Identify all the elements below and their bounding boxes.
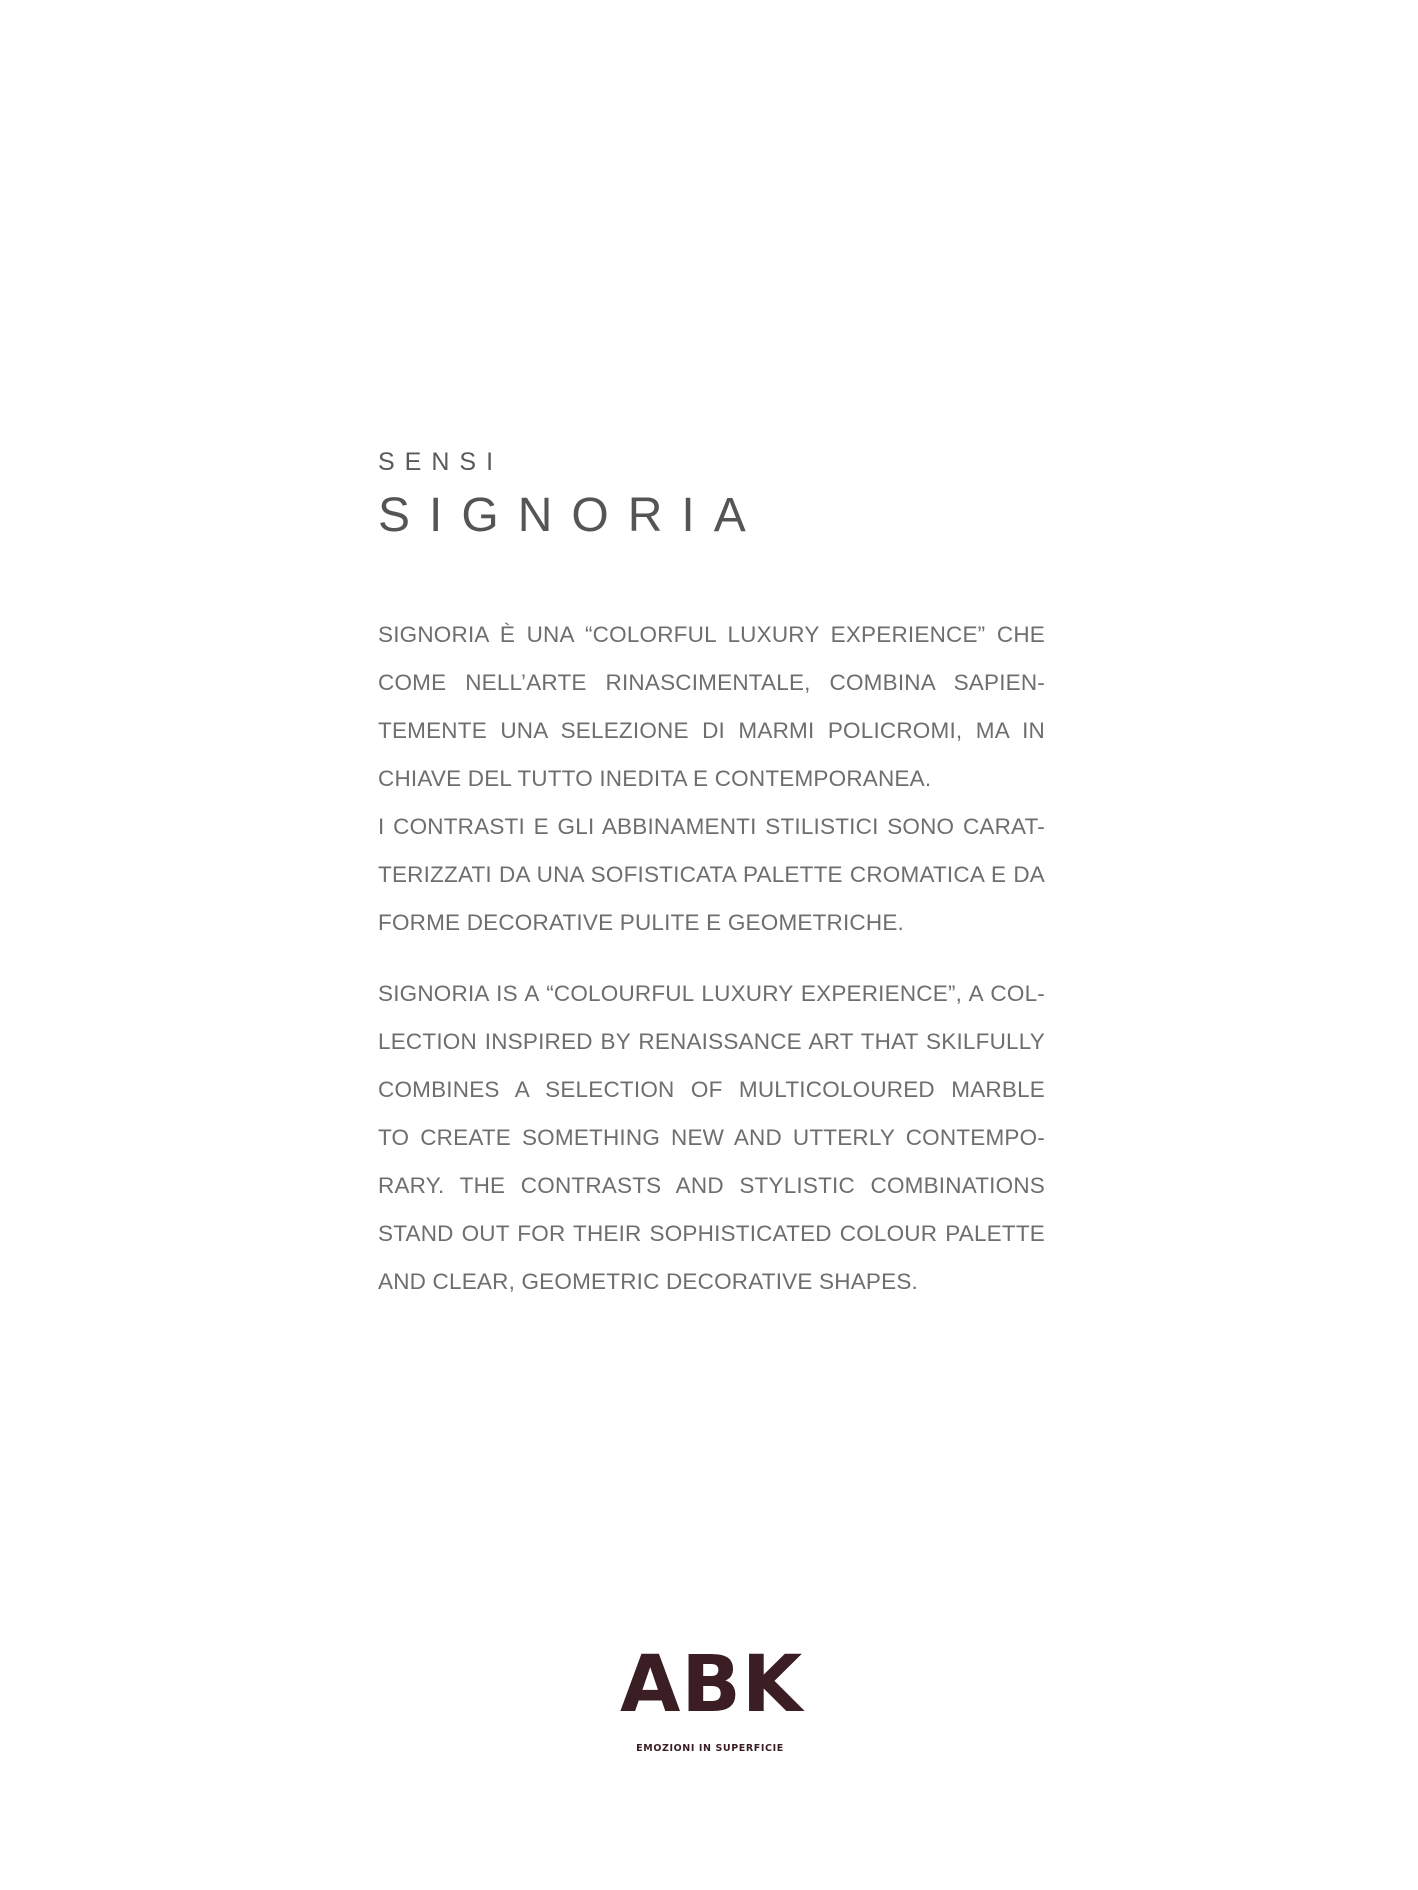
text-line: FORME DECORATIVE PULITE E GEOMETRICHE.	[378, 910, 904, 935]
text-line: COMBINES A SELECTION OF MULTICOLOURED MARBLE	[378, 1077, 1045, 1102]
text-line: STAND OUT FOR THEIR SOPHISTICATED COLOUR PALETTE	[378, 1221, 1045, 1246]
description-italian	[378, 611, 1045, 947]
series-label: SENSI	[378, 448, 504, 476]
text-line: LECTION INSPIRED BY RENAISSANCE ART THAT SKILFULLY	[378, 1029, 1045, 1054]
description-english	[378, 970, 1045, 1306]
text-line: TERIZZATI DA UNA SOFISTICATA PALETTE CROMATICA E DA	[378, 862, 1045, 887]
logo-tagline: EMOZIONI IN SUPERFICIE	[636, 1743, 784, 1754]
collection-title: SIGNORIA	[378, 489, 765, 542]
text-line: I CONTRASTI E GLI ABBINAMENTI STILISTICI SONO CARAT-	[378, 814, 1045, 839]
text-line: TEMENTE UNA SELEZIONE DI MARMI POLICROMI, MA IN	[378, 718, 1045, 743]
text-line: RARY. THE CONTRASTS AND STYLISTIC COMBINATIONS	[378, 1173, 1045, 1198]
text-line: TO CREATE SOMETHING NEW AND UTTERLY CONTEMPO-	[378, 1125, 1045, 1150]
logo-wordmark: ABK	[620, 1640, 804, 1730]
text-line: AND CLEAR, GEOMETRIC DECORATIVE SHAPES.	[378, 1269, 918, 1294]
abk-logo	[620, 1640, 804, 1754]
text-line: SIGNORIA È UNA “COLORFUL LUXURY EXPERIENCE” CHE	[378, 622, 1045, 647]
text-line: SIGNORIA IS A “COLOURFUL LUXURY EXPERIENCE”, A COL-	[378, 981, 1045, 1006]
text-line: CHIAVE DEL TUTTO INEDITA E CONTEMPORANEA.	[378, 766, 932, 791]
text-line: COME NELL’ARTE RINASCIMENTALE, COMBINA SAPIEN-	[378, 670, 1045, 695]
